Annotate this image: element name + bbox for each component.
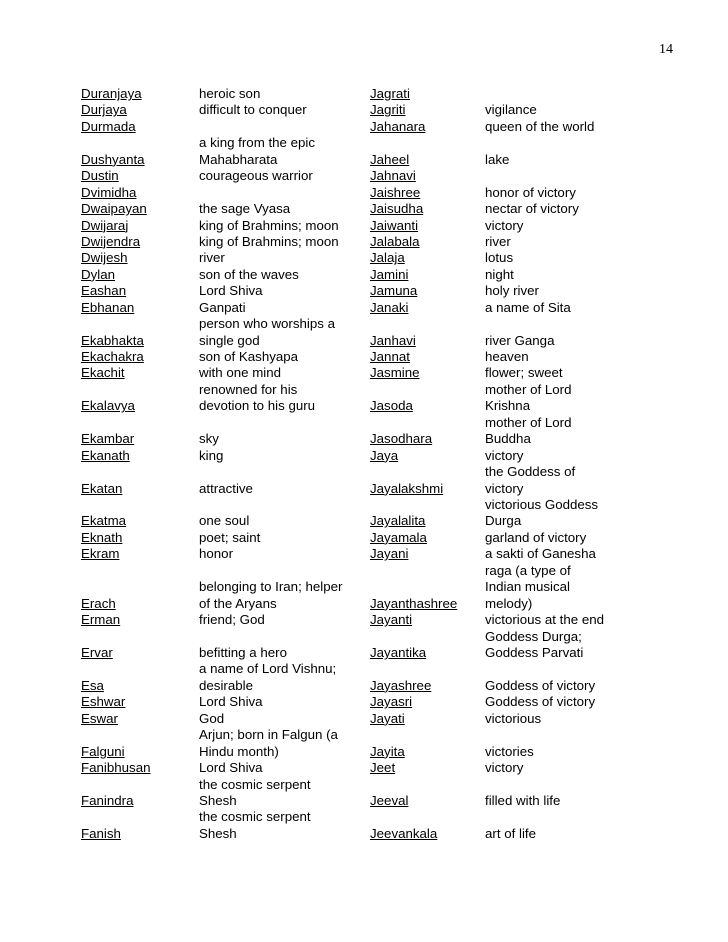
name-left: Eswar — [81, 710, 118, 726]
meaning-right — [485, 333, 554, 349]
meaning-line: Indian musical — [485, 579, 570, 595]
table-row — [81, 135, 681, 168]
name-right: Jalaja — [370, 250, 405, 266]
table-row — [81, 349, 681, 365]
meaning-left — [199, 102, 307, 118]
meaning-line: Ganpati — [199, 299, 246, 315]
meaning-line: son of the waves — [199, 266, 299, 282]
meaning-left — [199, 448, 223, 464]
name-right: Jahnavi — [370, 168, 416, 184]
name-right: Jagriti — [370, 102, 406, 118]
meaning-line: Hindu month) — [199, 743, 279, 759]
meaning-line: God — [199, 710, 225, 726]
name-right: Jayanthashree — [370, 595, 458, 611]
meaning-right — [485, 201, 579, 217]
meaning-right — [485, 497, 598, 530]
meaning-right — [485, 826, 536, 842]
meaning-left — [199, 579, 342, 612]
meaning-line: victory — [485, 480, 524, 496]
meaning-right — [485, 694, 595, 710]
table-row — [81, 629, 681, 662]
name-right: Jasodhara — [370, 431, 433, 447]
table-row — [81, 661, 681, 694]
table-row — [81, 250, 681, 266]
meaning-line: heroic son — [199, 85, 261, 101]
meaning-line: Goddess of victory — [485, 677, 596, 693]
meaning-line: befitting a hero — [199, 645, 287, 660]
table-row — [81, 316, 681, 349]
meaning-line: Shesh — [199, 792, 237, 808]
meaning-line: king of Brahmins; moon — [199, 233, 339, 249]
table-row — [81, 283, 681, 299]
meaning-right — [485, 382, 571, 415]
table-row — [81, 382, 681, 415]
name-right: Jaheel — [370, 151, 410, 167]
meaning-left — [199, 809, 311, 842]
name-right: Jayanti — [370, 612, 413, 628]
meaning-left — [199, 513, 249, 529]
meaning-line: Durga — [485, 513, 522, 529]
meaning-right — [485, 629, 583, 662]
meaning-left — [199, 727, 338, 760]
meaning-line: victory — [485, 760, 524, 776]
name-right: Jahanara — [370, 118, 426, 134]
meaning-right — [485, 793, 560, 809]
meaning-left — [199, 218, 339, 234]
meaning-line: of the Aryans — [199, 595, 277, 611]
table-row — [81, 168, 681, 184]
meaning-line: Mahabharata — [199, 151, 278, 167]
meaning-left — [199, 86, 260, 102]
meaning-line: renowned for his — [199, 381, 298, 397]
name-left: Eknath — [81, 529, 123, 545]
table-row — [81, 612, 681, 628]
meaning-line: a sakti of Ganesha — [485, 546, 596, 562]
meaning-line: filled with life — [485, 792, 561, 808]
name-right: Jayani — [370, 546, 409, 562]
name-right: Jasmine — [370, 365, 420, 381]
meaning-right — [485, 119, 594, 135]
meaning-left — [199, 612, 265, 628]
name-left: Dustin — [81, 168, 119, 184]
name-left: Durmada — [81, 118, 136, 134]
meaning-line: nectar of victory — [485, 201, 579, 217]
meaning-line: Krishna — [485, 398, 531, 414]
table-row — [81, 300, 681, 316]
meaning-line: vigilance — [485, 102, 537, 118]
name-right: Jamuna — [370, 283, 418, 299]
name-left: Fanibhusan — [81, 760, 151, 776]
meaning-line: river — [485, 233, 511, 249]
meaning-left — [199, 711, 224, 727]
meaning-left — [199, 300, 246, 316]
meaning-line: the sage Vyasa — [199, 201, 291, 217]
meaning-right — [485, 185, 576, 201]
meaning-right — [485, 349, 529, 365]
table-row — [81, 497, 681, 530]
meaning-line: mother of Lord — [485, 381, 572, 397]
meaning-line: victorious Goddess — [485, 497, 599, 512]
meaning-left — [199, 530, 260, 546]
meaning-line: Shesh — [199, 825, 237, 841]
name-left: Ekalavya — [81, 398, 135, 414]
meaning-line: with one mind — [199, 365, 282, 381]
meaning-left — [199, 250, 225, 266]
meaning-line: victorious — [485, 710, 542, 726]
meaning-left — [199, 777, 311, 810]
meaning-line: garland of victory — [485, 529, 587, 545]
meaning-left — [199, 135, 315, 168]
name-left: Dylan — [81, 266, 115, 282]
meaning-right — [485, 464, 575, 497]
table-row — [81, 464, 681, 497]
meaning-line: honor of victory — [485, 184, 576, 200]
meaning-left — [199, 201, 290, 217]
name-right: Jayantika — [370, 645, 427, 660]
meaning-right — [485, 678, 595, 694]
meaning-line: sky — [199, 431, 219, 447]
meaning-right — [485, 612, 604, 628]
name-right: Janaki — [370, 299, 409, 315]
meaning-right — [485, 267, 514, 283]
name-left: Ekabhakta — [81, 332, 144, 348]
name-left: Erman — [81, 612, 121, 628]
meaning-left — [199, 661, 336, 694]
meaning-line: Goddess Durga; — [485, 628, 582, 644]
meaning-line: a king from the epic — [199, 135, 316, 151]
meaning-line: Lord Shiva — [199, 694, 263, 710]
meaning-right — [485, 218, 523, 234]
table-row — [81, 727, 681, 760]
name-left: Eshwar — [81, 694, 126, 710]
meaning-line: devotion to his guru — [199, 398, 316, 414]
meaning-line: person who worships a — [199, 316, 335, 332]
table-row — [81, 760, 681, 776]
meaning-left — [199, 234, 339, 250]
name-left: Esa — [81, 677, 104, 693]
name-right: Jaishree — [370, 184, 421, 200]
meaning-line: art of life — [485, 825, 536, 841]
meaning-line: honor — [199, 546, 234, 562]
meaning-right — [485, 563, 571, 612]
name-right: Janhavi — [370, 332, 416, 348]
name-left: Ebhanan — [81, 299, 135, 315]
name-right: Jayasri — [370, 694, 413, 710]
name-right: Jaiwanti — [370, 217, 419, 233]
meaning-left — [199, 365, 281, 381]
meaning-right — [485, 760, 523, 776]
meaning-left — [199, 316, 335, 349]
meaning-left — [199, 694, 263, 710]
name-left: Durjaya — [81, 102, 127, 118]
meaning-line: Lord Shiva — [199, 283, 263, 299]
name-right: Jayamala — [370, 529, 427, 545]
meaning-line: desirable — [199, 677, 253, 693]
name-left: Dwijendra — [81, 233, 141, 249]
meaning-line: the cosmic serpent — [199, 776, 311, 792]
meaning-right — [485, 448, 523, 464]
table-row — [81, 201, 681, 217]
meaning-left — [199, 645, 287, 661]
meaning-line: one soul — [199, 513, 250, 529]
meaning-line: mother of Lord — [485, 414, 572, 430]
name-left: Dvimidha — [81, 184, 137, 200]
meaning-left — [199, 431, 219, 447]
meaning-left — [199, 168, 313, 184]
meaning-left — [199, 546, 233, 562]
name-right: Jannat — [370, 349, 410, 365]
table-row — [81, 530, 681, 546]
meaning-left — [199, 267, 299, 283]
meaning-line: victories — [485, 743, 534, 759]
meaning-line: heaven — [485, 349, 529, 365]
meaning-line: king of Brahmins; moon — [199, 217, 339, 233]
name-left: Ervar — [81, 645, 113, 660]
name-left: Fanindra — [81, 792, 134, 808]
meaning-line: melody) — [485, 595, 533, 611]
name-left: Dwaipayan — [81, 201, 147, 217]
name-right: Jalabala — [370, 233, 420, 249]
table-row — [81, 809, 681, 842]
meaning-left — [199, 283, 263, 299]
meaning-line: river — [199, 250, 225, 266]
meaning-line: Goddess of victory — [485, 694, 596, 710]
name-right: Jayashree — [370, 677, 432, 693]
meaning-line: victory — [485, 217, 524, 233]
meaning-line: attractive — [199, 480, 253, 496]
table-row — [81, 448, 681, 464]
meaning-left — [199, 481, 253, 497]
table-row — [81, 185, 681, 201]
name-right: Jayati — [370, 710, 405, 726]
meaning-line: son of Kashyapa — [199, 349, 299, 365]
name-left: Duranjaya — [81, 85, 142, 101]
meaning-line: Buddha — [485, 431, 531, 447]
meaning-line: queen of the world — [485, 118, 595, 134]
meaning-right — [485, 365, 563, 381]
meaning-left — [199, 760, 263, 776]
meaning-line: victorious at the end — [485, 612, 605, 628]
name-left: Ekanath — [81, 447, 130, 463]
name-left: Dwijesh — [81, 250, 128, 266]
meaning-left — [199, 382, 315, 415]
meaning-left — [199, 349, 298, 365]
meaning-line: lotus — [485, 250, 514, 266]
meaning-right — [485, 300, 571, 316]
name-left: Eashan — [81, 283, 127, 299]
name-right: Jasoda — [370, 398, 413, 414]
names-table — [81, 86, 681, 842]
meaning-right — [485, 152, 509, 168]
meaning-line: Arjun; born in Falgun (a — [199, 727, 338, 743]
table-row — [81, 711, 681, 727]
meaning-line: lake — [485, 151, 510, 167]
name-right: Jeevankala — [370, 825, 438, 841]
meaning-line: raga (a type of — [485, 562, 571, 578]
table-row — [81, 546, 681, 562]
page-number: 14 — [659, 42, 673, 57]
meaning-right — [485, 102, 537, 118]
name-right: Jaisudha — [370, 201, 424, 217]
table-row — [81, 234, 681, 250]
meaning-line: night — [485, 266, 514, 282]
table-row — [81, 218, 681, 234]
meaning-right — [485, 546, 596, 562]
meaning-right — [485, 744, 534, 760]
meaning-line: holy river — [485, 283, 539, 299]
meaning-line: courageous warrior — [199, 168, 313, 184]
table-row — [81, 777, 681, 810]
name-left: Ekachit — [81, 365, 125, 381]
meaning-right — [485, 415, 571, 448]
name-right: Jaya — [370, 447, 399, 463]
meaning-line: the Goddess of — [485, 464, 576, 480]
table-row — [81, 102, 681, 118]
table-row — [81, 365, 681, 381]
name-left: Falguni — [81, 743, 125, 759]
meaning-right — [485, 234, 511, 250]
meaning-line: a name of Sita — [485, 299, 571, 315]
meaning-right — [485, 283, 539, 299]
table-row — [81, 415, 681, 448]
meaning-right — [485, 711, 541, 727]
meaning-line: difficult to conquer — [199, 102, 307, 118]
name-right: Jayalakshmi — [370, 480, 444, 496]
name-right: Jayita — [370, 743, 405, 759]
meaning-line: friend; God — [199, 612, 265, 628]
name-left: Erach — [81, 595, 116, 611]
meaning-line: Lord Shiva — [199, 760, 263, 776]
meaning-right — [485, 250, 513, 266]
name-right: Jayalalita — [370, 513, 426, 529]
meaning-line: a name of Lord Vishnu; — [199, 661, 337, 677]
name-left: Ekatma — [81, 513, 127, 529]
name-left: Dushyanta — [81, 151, 145, 167]
name-right: Jagrati — [370, 85, 410, 101]
name-left: Fanish — [81, 825, 121, 841]
meaning-line: flower; sweet — [485, 365, 563, 381]
name-left: Ekatan — [81, 480, 123, 496]
meaning-line: belonging to Iran; helper — [199, 579, 343, 595]
name-left: Dwijaraj — [81, 217, 129, 233]
name-left: Ekachakra — [81, 349, 144, 365]
meaning-line: poet; saint — [199, 529, 261, 545]
table-row — [81, 119, 681, 135]
meaning-line: the cosmic serpent — [199, 809, 311, 825]
name-right: Jamini — [370, 266, 409, 282]
meaning-line: single god — [199, 332, 260, 348]
meaning-right — [485, 530, 586, 546]
name-left: Ekambar — [81, 431, 135, 447]
name-right: Jeet — [370, 760, 396, 776]
table-row — [81, 563, 681, 612]
meaning-line: Goddess Parvati — [485, 645, 584, 660]
name-right: Jeeval — [370, 792, 409, 808]
name-left: Ekram — [81, 546, 120, 562]
table-row — [81, 267, 681, 283]
meaning-line: river Ganga — [485, 332, 555, 348]
meaning-line: king — [199, 447, 224, 463]
table-row — [81, 86, 681, 102]
table-row — [81, 694, 681, 710]
meaning-line: victory — [485, 447, 524, 463]
